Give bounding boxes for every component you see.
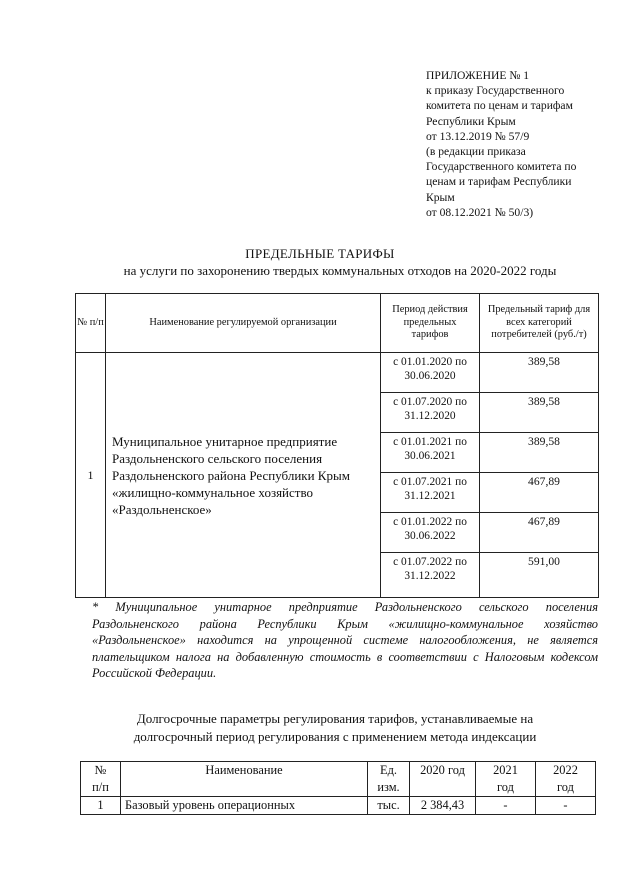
header-unit-top: Ед. bbox=[380, 763, 397, 777]
tariff-cell: 389,58 bbox=[480, 353, 599, 393]
appendix-line: ПРИЛОЖЕНИЕ № 1 bbox=[426, 69, 530, 82]
section-title-line1: Долгосрочные параметры регулирования тарифов, устанавливаемые на bbox=[136, 711, 534, 726]
appendix-line: от 13.12.2019 № 57/9 bbox=[426, 129, 530, 143]
tax-note: * Муниципальное унитарное предприятие Раздольненского сельского поселения Раздольненского района Республики Крым «жилищно-коммунальное хозяйство «Раздольненское» находится на упрощенной системе налогообложения, не является плательщиком налога на добавленную стоимость в соответствии с Налоговым кодексом Российской Федерации. bbox=[92, 600, 598, 681]
appendix-line: к приказу Государственного bbox=[426, 84, 565, 98]
period-cell: с 01.07.2021 по 31.12.2021 bbox=[381, 473, 480, 513]
header-2021-bottom: год bbox=[497, 780, 514, 794]
period-cell: с 01.07.2020 по 31.12.2020 bbox=[381, 393, 480, 433]
header-2021-top: 2021 bbox=[493, 763, 518, 777]
header-tariff: Предельный тариф для всех категорий потребителей (руб./т) bbox=[480, 294, 599, 353]
document-subtitle: на услуги по захоронению твердых коммунальных отходов на 2020-2022 годы bbox=[123, 263, 557, 278]
appendix-block bbox=[426, 68, 626, 220]
row-2020: 2 384,43 bbox=[410, 797, 476, 815]
appendix-line: (в редакции приказа bbox=[426, 145, 526, 159]
appendix-line: Крым bbox=[426, 190, 455, 204]
section-title-line2: долгосрочный период регулирования с применением метода индексации bbox=[133, 729, 537, 744]
header-2022-top: 2022 bbox=[553, 763, 578, 777]
header-unit bbox=[368, 762, 410, 797]
row-2022: - bbox=[536, 797, 596, 815]
row-unit: тыс. bbox=[368, 797, 410, 815]
period-cell: с 01.07.2022 по 31.12.2022 bbox=[381, 553, 480, 598]
header-num bbox=[81, 762, 121, 797]
appendix-line: комитета по ценам и тарифам bbox=[426, 99, 573, 113]
tariff-table-header bbox=[76, 294, 599, 353]
document-title: ПРЕДЕЛЬНЫЕ ТАРИФЫ bbox=[245, 246, 395, 261]
row-number: 1 bbox=[76, 353, 106, 598]
row-2021: - bbox=[476, 797, 536, 815]
header-num: № п/п bbox=[76, 294, 106, 353]
header-2022-bottom: год bbox=[557, 780, 574, 794]
header-period: Период действия предельных тарифов bbox=[381, 294, 480, 353]
header-unit-bottom: изм. bbox=[377, 780, 400, 794]
header-org: Наименование регулируемой организации bbox=[106, 294, 381, 353]
params-table bbox=[80, 761, 596, 815]
appendix-line: Республики Крым bbox=[426, 114, 516, 128]
tariff-cell: 591,00 bbox=[480, 553, 599, 598]
table-row bbox=[76, 353, 599, 393]
header-num-bottom: п/п bbox=[92, 780, 109, 794]
appendix-line: Государственного комитета по bbox=[426, 160, 577, 174]
tariff-cell: 389,58 bbox=[480, 393, 599, 433]
params-table-header bbox=[81, 762, 596, 797]
appendix-line: ценам и тарифам Республики bbox=[426, 175, 572, 189]
period-cell: с 01.01.2020 по 30.06.2020 bbox=[381, 353, 480, 393]
header-2022 bbox=[536, 762, 596, 797]
header-name: Наименование bbox=[121, 762, 368, 797]
period-cell: с 01.01.2021 по 30.06.2021 bbox=[381, 433, 480, 473]
table-row bbox=[81, 797, 596, 815]
period-cell: с 01.01.2022 по 30.06.2022 bbox=[381, 513, 480, 553]
header-num-top: № bbox=[94, 763, 107, 777]
row-name: Базовый уровень операционных bbox=[121, 797, 368, 815]
header-2020: 2020 год bbox=[410, 762, 476, 797]
organization-name: Муниципальное унитарное предприятие Раздольненского сельского поселения Раздольненского района Республики Крым «жилищно-коммунальное хозяйство «Раздольненское» bbox=[106, 353, 381, 598]
tariff-cell: 467,89 bbox=[480, 473, 599, 513]
tariff-table bbox=[75, 293, 599, 598]
tariff-cell: 389,58 bbox=[480, 433, 599, 473]
row-number: 1 bbox=[81, 797, 121, 815]
appendix-line: от 08.12.2021 № 50/3) bbox=[426, 205, 534, 219]
header-2021 bbox=[476, 762, 536, 797]
tariff-cell: 467,89 bbox=[480, 513, 599, 553]
